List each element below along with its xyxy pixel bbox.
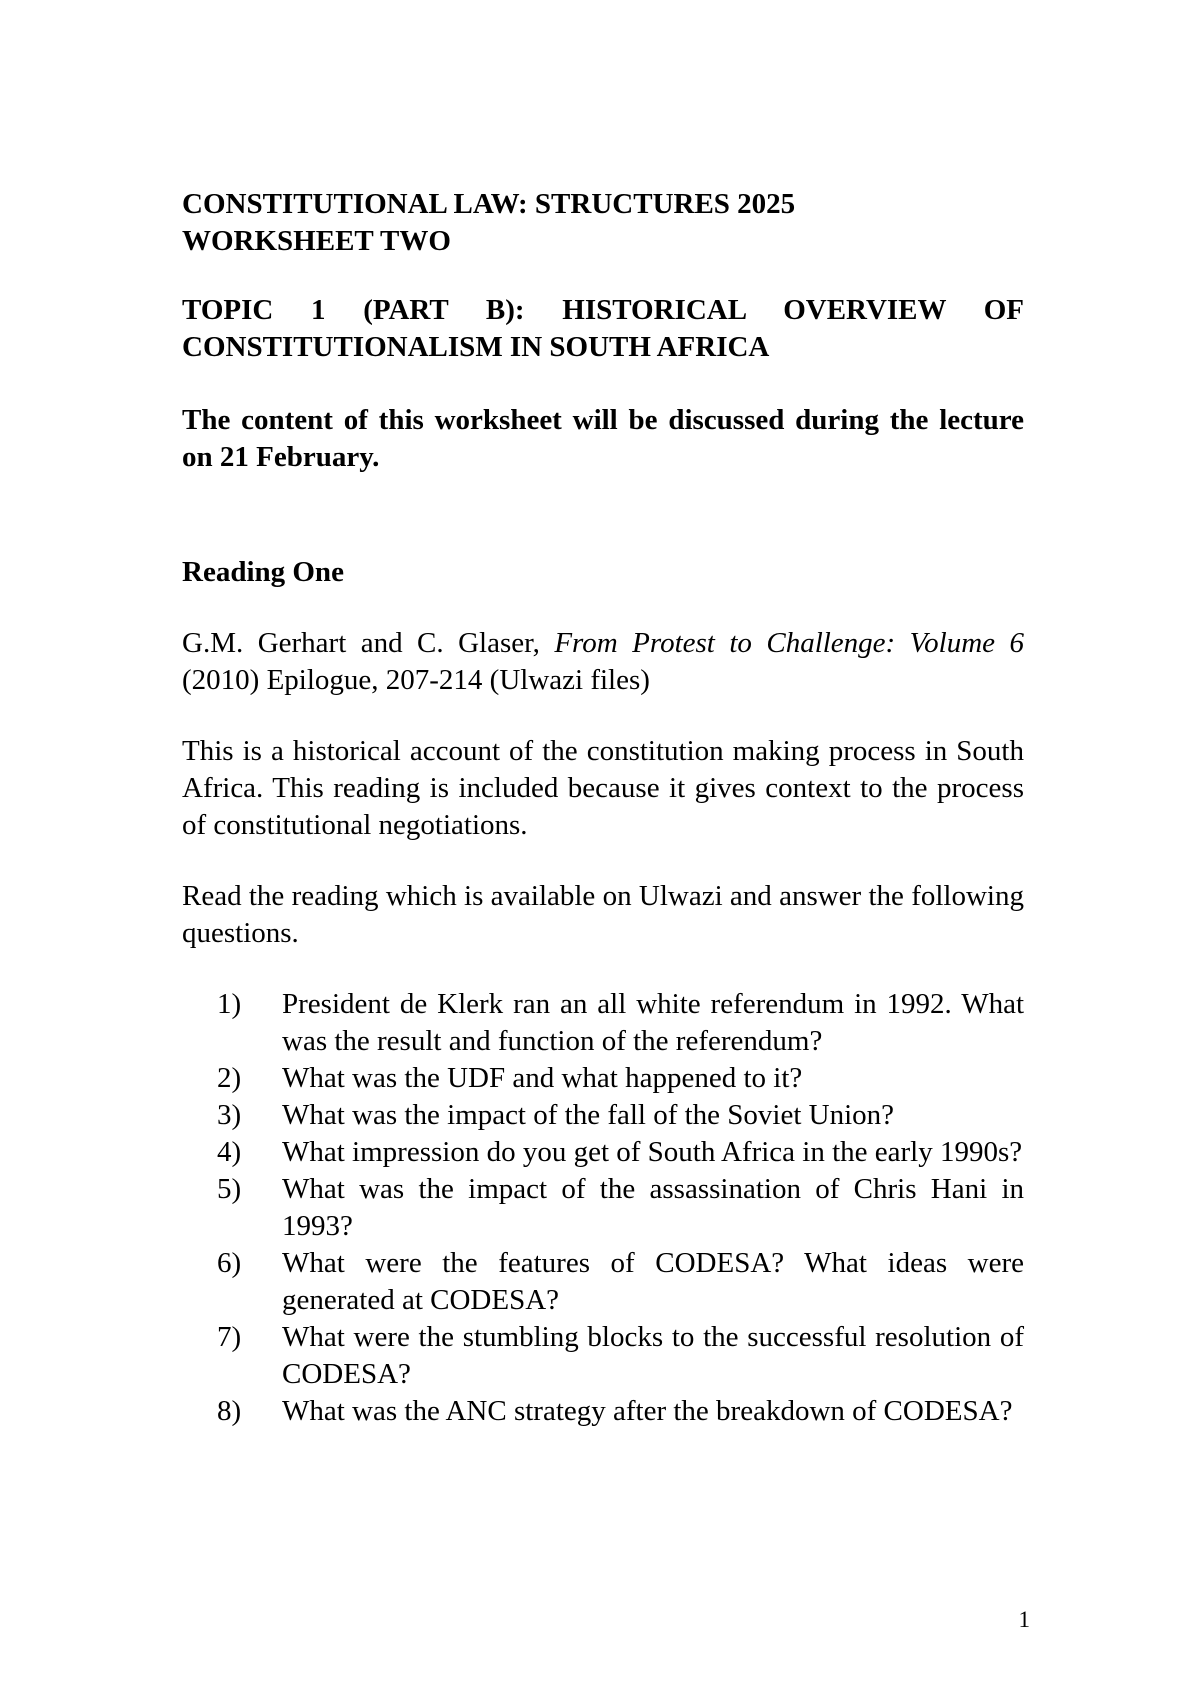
question-number: 3)	[217, 1099, 242, 1131]
lecture-notice: The content of this worksheet will be discussed during the lecture on 21 February.	[182, 404, 1024, 473]
question-number: 1)	[217, 988, 242, 1020]
question-item	[182, 1060, 1024, 1097]
question-number: 7)	[217, 1321, 242, 1353]
question-item	[182, 1319, 1024, 1393]
question-text: What was the impact of the fall of the Soviet Union?	[282, 1099, 895, 1131]
course-title: CONSTITUTIONAL LAW: STRUCTURES 2025	[182, 188, 796, 220]
reading-description: This is a historical account of the constitution making process in South Africa. This reading is included because it gives context to the process of constitutional negotiations.	[182, 735, 1024, 841]
question-text: What was the impact of the assassination of Chris Hani in 1993?	[282, 1173, 1024, 1242]
question-item	[182, 1097, 1024, 1134]
question-text: What was the UDF and what happened to it?	[282, 1062, 803, 1094]
question-item	[182, 1171, 1024, 1245]
question-number: 4)	[217, 1136, 242, 1168]
worksheet-page	[182, 186, 1024, 1430]
reading-instruction: Read the reading which is available on Ulwazi and answer the following questions.	[182, 880, 1024, 949]
citation-authors: G.M. Gerhart and C. Glaser,	[182, 627, 555, 659]
question-item	[182, 1245, 1024, 1319]
topic-line-1: TOPIC 1 (PART B): HISTORICAL OVERVIEW OF	[182, 294, 1024, 326]
topic-heading	[182, 292, 1024, 366]
citation-details: (2010) Epilogue, 207-214 (Ulwazi files)	[182, 664, 650, 696]
topic-line-2: CONSTITUTIONALISM IN SOUTH AFRICA	[182, 331, 770, 363]
question-number: 5)	[217, 1173, 242, 1205]
question-item	[182, 986, 1024, 1060]
question-list	[182, 986, 1024, 1430]
worksheet-number: WORKSHEET TWO	[182, 225, 451, 257]
worksheet-title	[182, 186, 1024, 260]
question-item	[182, 1134, 1024, 1171]
reading-heading: Reading One	[182, 556, 344, 588]
question-text: President de Klerk ran an all white referendum in 1992. What was the result and function of the referendum?	[282, 988, 1024, 1057]
question-text: What were the stumbling blocks to the successful resolution of CODESA?	[282, 1321, 1024, 1390]
question-text: What were the features of CODESA? What ideas were generated at CODESA?	[282, 1247, 1024, 1316]
question-text: What was the ANC strategy after the breakdown of CODESA?	[282, 1395, 1013, 1427]
question-item	[182, 1393, 1024, 1430]
page-number: 1	[1018, 1607, 1030, 1632]
question-text: What impression do you get of South Africa in the early 1990s?	[282, 1136, 1023, 1168]
question-number: 6)	[217, 1247, 242, 1279]
question-number: 8)	[217, 1395, 242, 1427]
citation-title: From Protest to Challenge: Volume 6	[554, 627, 1024, 659]
reading-citation	[182, 625, 1024, 699]
question-number: 2)	[217, 1062, 242, 1094]
